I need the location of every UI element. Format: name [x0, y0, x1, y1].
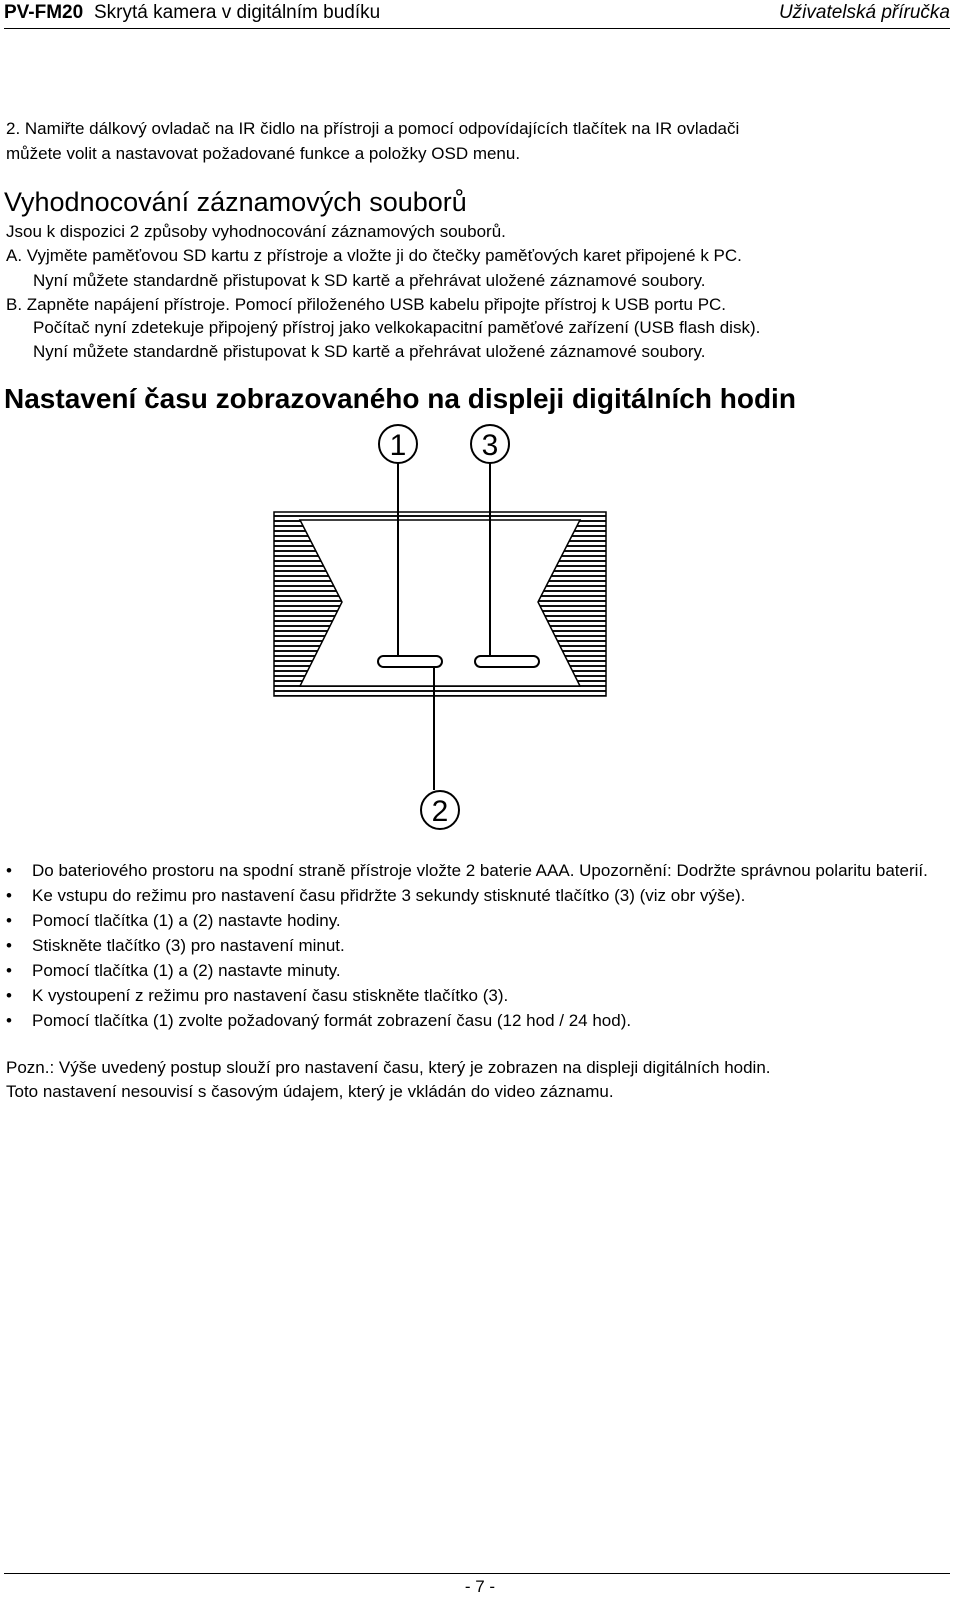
evaluation-line: Nyní můžete standardně přistupovat k SD kartě a přehrávat uložené záznamové soubory. [33, 342, 706, 361]
page-number: - 7 - [464, 1577, 496, 1596]
list-item [6, 934, 936, 958]
section-heading-evaluation: Vyhodnocování záznamových souborů [4, 187, 467, 217]
list-item [6, 909, 936, 933]
section-heading-clock: Nastavení času zobrazovaného na displeji digitálních hodin [4, 383, 796, 414]
bullet-icon: • [6, 886, 12, 905]
callout-1-label: 1 [389, 429, 407, 462]
list-item-text: Do bateriového prostoru na spodní straně přístroje vložte 2 baterie AAA. Upozornění: Dodržte správnou polaritu baterií. [32, 861, 928, 880]
list-item [6, 884, 936, 908]
list-item-text: Ke vstupu do režimu pro nastavení času přidržte 3 sekundy stisknuté tlačítko (3) (viz obr výše). [32, 886, 746, 905]
product-code: PV-FM20 [4, 2, 84, 23]
list-item [6, 959, 936, 983]
step2-line2: můžete volit a nastavovat požadované funkce a položky OSD menu. [6, 144, 521, 163]
footer-divider [4, 1573, 950, 1574]
bullet-icon: • [6, 961, 12, 980]
list-item-text: Pomocí tlačítka (1) a (2) nastavte minuty. [32, 961, 341, 980]
callout-3-label: 3 [481, 429, 499, 462]
note-line1: Pozn.: Výše uvedený postup slouží pro nastavení času, který je zobrazen na displeji digitálních hodin. [6, 1058, 771, 1077]
page-footer [0, 1573, 960, 1613]
evaluation-line: B. Zapněte napájení přístroje. Pomocí přiloženého USB kabelu připojte přístroj k USB portu PC. [6, 295, 727, 314]
evaluation-intro: Jsou k dispozici 2 způsoby vyhodnocování záznamových souborů. [6, 222, 506, 241]
bullet-icon: • [6, 986, 12, 1005]
list-item-text: Pomocí tlačítka (1) zvolte požadovaný formát zobrazení času (12 hod / 24 hod). [32, 1011, 632, 1030]
bullet-icon: • [6, 911, 12, 930]
list-item-text: Pomocí tlačítka (1) a (2) nastavte hodiny. [32, 911, 341, 930]
list-item [6, 984, 936, 1008]
list-item [6, 859, 936, 883]
document-title: Skrytá kamera v digitálním budíku [94, 2, 381, 23]
bullet-icon: • [6, 1011, 12, 1030]
evaluation-line: A. Vyjměte paměťovou SD kartu z přístroje a vložte ji do čtečky paměťových karet připojené k PC. [6, 246, 742, 265]
evaluation-line: Nyní můžete standardně přistupovat k SD kartě a přehrávat uložené záznamové soubory. [33, 271, 706, 290]
note-line2: Toto nastavení nesouvisí s časovým údajem, který je vkládán do video záznamu. [6, 1082, 614, 1101]
step2-line1: 2. Namiřte dálkový ovladač na IR čidlo na přístroji a pomocí odpovídajících tlačítek na IR ovladači [6, 119, 740, 138]
list-item-text: K vystoupení z režimu pro nastavení času stiskněte tlačítko (3). [32, 986, 509, 1005]
list-item-text: Stiskněte tlačítko (3) pro nastavení minut. [32, 936, 345, 955]
evaluation-line: Počítač nyní zdetekuje připojený přístroj jako velkokapacitní paměťové zařízení (USB flash disk). [33, 318, 761, 337]
bullet-icon: • [6, 861, 12, 880]
instruction-list [6, 859, 936, 1034]
callout-2-label: 2 [431, 795, 449, 828]
button-3 [475, 656, 539, 667]
clock-diagram [270, 420, 610, 860]
bullet-icon: • [6, 936, 12, 955]
list-item [6, 1009, 936, 1033]
page-header [4, 0, 950, 29]
button-2 [378, 656, 442, 667]
document-type: Uživatelská příručka [778, 2, 950, 23]
